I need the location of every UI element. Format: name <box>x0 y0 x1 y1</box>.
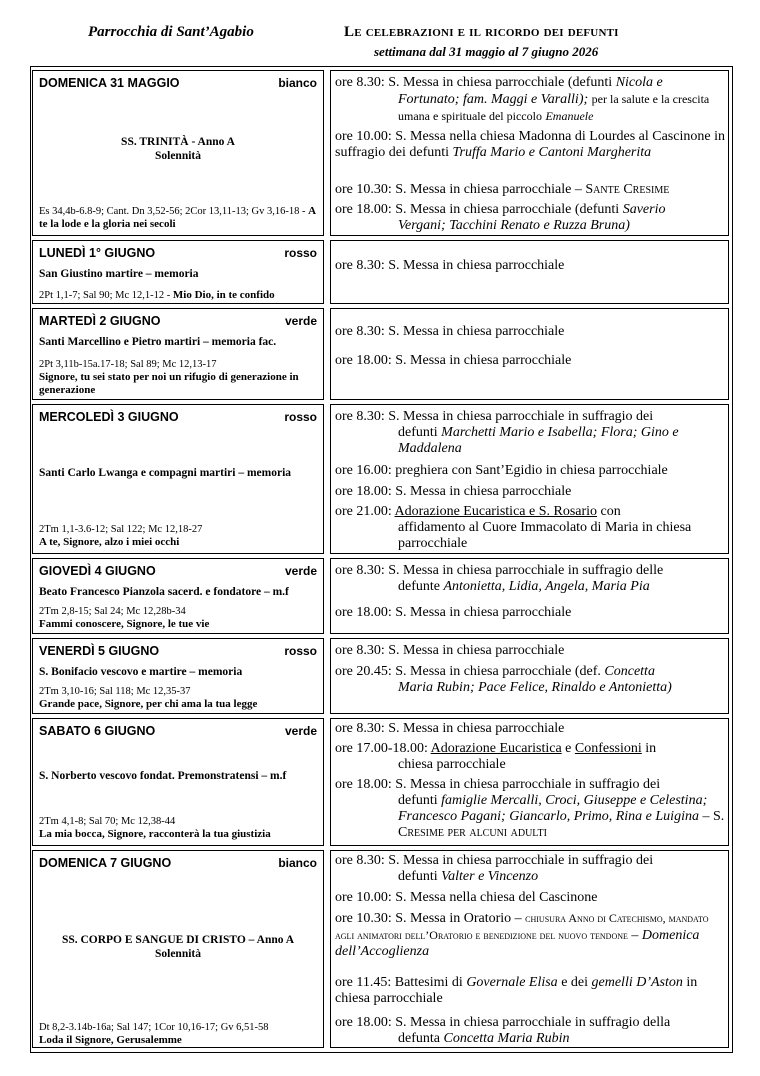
event: ore 8.30: S. Messa in chiesa parrocchiale in suffragio dei defunti Valter e Vincenzo <box>335 853 654 884</box>
day-row-saturday-6 <box>32 718 729 846</box>
parish-name: Parrocchia di Sant’Agabio <box>88 24 254 40</box>
events-cell <box>330 240 729 304</box>
liturgical-color: verde <box>284 724 317 738</box>
event: ore 20.45: S. Messa in chiesa parrocchiale (def. Concetta Maria Rubin; Pace Felice, Rinaldo e Antonietta) <box>335 664 672 695</box>
event: ore 21.00: Adorazione Eucaristica e S. Rosario con affidamento al Cuore Immacolato di Maria in chiesa parrocchiale <box>335 504 692 551</box>
event: ore 8.30: S. Messa in chiesa parrocchiale <box>335 721 565 736</box>
readings: 2Pt 1,1-7; Sal 90; Mc 12,1-12 - Mio Dio, in te confido <box>39 289 275 301</box>
liturgical-color: rosso <box>284 410 317 424</box>
readings: Es 34,4b-6.8-9; Cant. Dn 3,52-56; 2Cor 13,11-13; Gv 3,16-18 - A te la lode e la gloria nei secoli <box>39 205 316 230</box>
feast-name: Santi Carlo Lwanga e compagni martiri – memoria <box>39 467 292 479</box>
feast-name: SS. TRINITÀ - Anno A <box>121 136 235 148</box>
feast-rank: Solennità <box>154 150 201 162</box>
event: ore 18.00: S. Messa in chiesa parrocchiale <box>335 605 572 620</box>
event: ore 10.00: S. Messa nella chiesa Madonna di Lourdes al Cascinone in suffragio dei defunti Truffa Mario e Cantoni Margherita <box>335 129 725 160</box>
feast-name: San Giustino martire – memoria <box>39 268 199 280</box>
liturgy-cell <box>32 558 324 634</box>
readings: 2Tm 1,1-3.6-12; Sal 122; Mc 12,18-27 A te, Signore, alzo i miei occhi <box>39 524 203 548</box>
feast-name: SS. CORPO E SANGUE DI CRISTO – Anno A <box>61 934 295 946</box>
day-row-sunday-7 <box>32 850 729 1048</box>
liturgy-cell <box>32 240 324 304</box>
liturgical-color: bianco <box>278 856 317 870</box>
event: ore 17.00-18.00: Adorazione Eucaristica e Confessioni in chiesa parrocchiale <box>335 741 657 772</box>
liturgy-cell <box>32 70 324 236</box>
liturgical-color: verde <box>284 564 317 578</box>
event: ore 10.00: S. Messa nella chiesa del Cascinone <box>335 890 598 905</box>
event: ore 18.00: S. Messa in chiesa parrocchiale in suffragio dei defunti famiglie Mercalli, Croci, Giuseppe e Celestina; Francesco Pagani; Giancarlo, Primo, Rina e Luigina – S. Cresime per alcuni adulti <box>335 777 725 840</box>
page-subtitle: settimana dal 31 maggio al 7 giugno 2026 <box>374 44 599 59</box>
day-row-wednesday-3 <box>32 404 729 554</box>
day-label: DOMENICA 31 MAGGIO <box>39 76 180 90</box>
events-cell <box>330 308 729 400</box>
day-row-friday-5 <box>32 638 729 714</box>
liturgical-color: rosso <box>284 644 317 658</box>
event: ore 8.30: S. Messa in chiesa parrocchiale <box>335 258 565 273</box>
liturgy-cell <box>32 638 324 714</box>
feast-name: S. Norberto vescovo fondat. Premonstratensi – m.f <box>39 770 287 782</box>
feast-name: Santi Marcellino e Pietro martiri – memoria fac. <box>39 336 277 348</box>
liturgy-cell <box>32 718 324 846</box>
day-row-tuesday-2 <box>32 308 729 400</box>
events-cell <box>330 718 729 846</box>
liturgy-cell <box>32 308 324 400</box>
event: ore 10.30: S. Messa in chiesa parrocchiale – Sante Cresime <box>335 182 670 197</box>
day-label: LUNEDÌ 1° GIUGNO <box>39 246 156 260</box>
day-label: MARTEDÌ 2 GIUGNO <box>39 314 161 328</box>
day-label: VENERDÌ 5 GIUGNO <box>39 644 160 658</box>
day-label: GIOVEDÌ 4 GIUGNO <box>39 564 156 578</box>
events-cell <box>330 70 729 236</box>
events-cell <box>330 558 729 634</box>
page-title: Le celebrazioni e il ricordo dei defunti <box>344 24 619 40</box>
event: ore 8.30: S. Messa in chiesa parrocchiale (defunti Nicola e Fortunato; fam. Maggi e Varalli); per la salute e la crescita umana e spirituale del piccolo Emanuele <box>335 75 710 123</box>
readings: 2Tm 2,8-15; Sal 24; Mc 12,28b-34 Fammi conoscere, Signore, le tue vie <box>39 606 210 630</box>
liturgy-cell <box>32 850 324 1048</box>
event: ore 10.30: S. Messa in Oratorio – chiusura Anno di Catechismo, mandato agli animatori dell’Oratorio e benedizione del nuovo tendone – Domenica dell’Accoglienza <box>335 911 709 959</box>
events-cell <box>330 850 729 1048</box>
liturgy-cell <box>32 404 324 554</box>
feast-rank: Solennità <box>154 948 201 960</box>
events-cell <box>330 638 729 714</box>
day-row-sunday-31 <box>32 70 729 236</box>
readings: 2Tm 4,1-8; Sal 70; Mc 12,38-44 La mia bocca, Signore, racconterà la tua giustizia <box>39 816 271 840</box>
liturgical-color: rosso <box>284 246 317 260</box>
readings: 2Tm 3,10-16; Sal 118; Mc 12,35-37 Grande pace, Signore, per chi ama la tua legge <box>39 686 258 710</box>
event: ore 18.00: S. Messa in chiesa parrocchiale in suffragio della defunta Concetta Maria Rubin <box>335 1015 671 1046</box>
feast-name: Beato Francesco Pianzola sacerd. e fondatore – m.f <box>39 586 289 598</box>
event: ore 18.00: S. Messa in chiesa parrocchiale <box>335 353 572 368</box>
day-row-thursday-4 <box>32 558 729 634</box>
event: ore 18.00: S. Messa in chiesa parrocchiale (defunti Saverio Vergani; Tacchini Renato e Ruzza Bruna) <box>335 202 666 233</box>
readings: Dt 8,2-3.14b-16a; Sal 147; 1Cor 10,16-17; Gv 6,51-58 Loda il Signore, Gerusalemme <box>39 1022 269 1046</box>
day-label: MERCOLEDÌ 3 GIUGNO <box>39 410 179 424</box>
day-row-monday-1 <box>32 240 729 304</box>
event: ore 16.00: preghiera con Sant’Egidio in chiesa parrocchiale <box>335 463 668 478</box>
day-label: SABATO 6 GIUGNO <box>39 724 156 738</box>
events-cell <box>330 404 729 554</box>
day-label: DOMENICA 7 GIUGNO <box>39 856 172 870</box>
event: ore 11.45: Battesimi di Governale Elisa e dei gemelli D’Aston in chiesa parrocchiale <box>335 975 698 1006</box>
event: ore 8.30: S. Messa in chiesa parrocchiale in suffragio dei defunti Marchetti Mario e Isabella; Flora; Gino e Maddalena <box>335 409 679 456</box>
event: ore 8.30: S. Messa in chiesa parrocchiale <box>335 643 565 658</box>
readings: 2Pt 3,11b-15a.17-18; Sal 89; Mc 12,13-17 Signore, tu sei stato per noi un rifugio di generazione in generazione <box>39 359 299 396</box>
event: ore 8.30: S. Messa in chiesa parrocchiale <box>335 324 565 339</box>
event: ore 8.30: S. Messa in chiesa parrocchiale in suffragio delle defunte Antonietta, Lidia, Angela, Maria Pia <box>335 563 664 594</box>
liturgical-color: verde <box>284 314 317 328</box>
feast-name: S. Bonifacio vescovo e martire – memoria <box>39 666 243 678</box>
event: ore 18.00: S. Messa in chiesa parrocchiale <box>335 484 572 499</box>
liturgical-color: bianco <box>278 76 317 90</box>
